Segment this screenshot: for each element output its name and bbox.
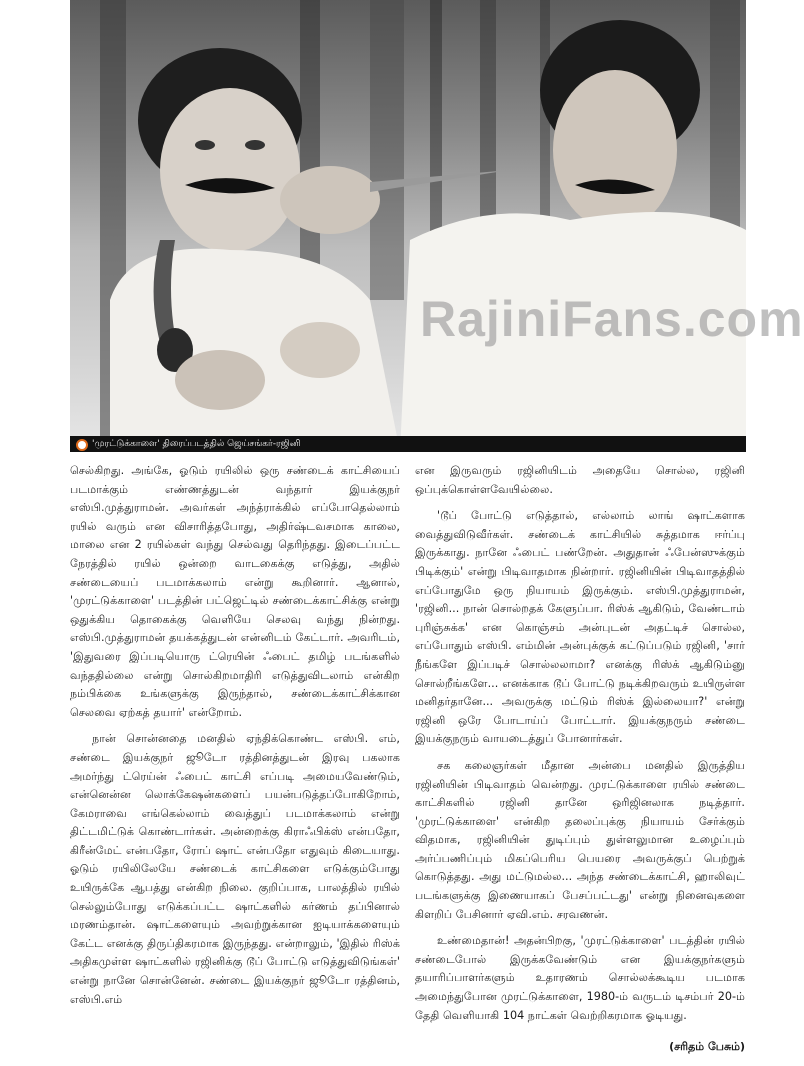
watermark-text: RajiniFans.com	[420, 291, 804, 347]
film-still-photo	[70, 0, 804, 452]
photo-caption-text: 'முரட்டுக்காளை' திரைப்படத்தில் ஜெய்சங்கர்-ரஜினி	[92, 439, 301, 449]
photo-illustration	[70, 0, 746, 452]
article-paragraph: சக கலைஞர்கள் மீதான அன்பை மனதில் இருத்திய ரஜினியின் பிடிவாதம் வென்றது. முரட்டுக்காளை ரயில் சண்டை காட்சிகளில் ரஜினி தானே ஒரிஜினலாக நடித்தார். 'முரட்டுக்காளை' என்கிற தலைப்புக்கு நியாயம் சேர்க்கும் விதமாக, ரஜினியின் துடிப்பும் துள்ளலுமான உழைப்பும் அர்ப்பணிப்பும் மிகப்பெரிய பெயரை அவருக்குப் பெற்றுக் கொடுத்தது. அது மட்டுமல்ல... அந்த சண்டைக்காட்சி, ஹாலிவுட் படங்களுக்கு இணையாகப் பேசப்பட்டது' என்று நினைவுகளை கிளறிப் பேசினார் ஏவி.எம். சரவணன்.	[415, 758, 745, 921]
photo-caption	[70, 436, 746, 452]
article-paragraph: என இருவரும் ரஜினியிடம் அதையே சொல்ல, ரஜினி ஒப்புக்கொள்ளவேயில்லை.	[415, 464, 745, 496]
article-paragraph: நான் சொன்னதை மனதில் ஏந்திக்கொண்ட எஸ்பி. எம், சண்டை இயக்குநர் ஜூடோ ரத்தினத்துடன் இரவு பகலாக அமர்ந்து ட்ரெய்ன் ஃபைட் காட்சி எப்படி அமையவேண்டும், என்னென்ன லொக்கேஷன்களைப் பயன்படுத்தப்போகிறோம், கேமராவை எங்கெல்லாம் வைத்துப் படமாக்கலாம் என்று திட்டமிட்டுக் கொண்டார்கள். அன்றைக்கு கிராஃபிக்ஸ் என்பதோ, கிரீன்மேட் என்பதோ, ரோப் ஷாட் என்பதோ எதுவும் கிடையாது. ஓடும் ரயிலிலேயே சண்டைக் காட்சிகளை எடுக்கும்போது உயிருக்கே ஆபத்து என்கிற நிலை. குறிப்பாக, பாலத்தில் ரயில் செல்லும்போது எடுக்கப்பட்ட ஷாட்களில் கர்ணம் தப்பினால் மரணம்தான். ஷாட்களையும் அவற்றுக்கான ஐடியாக்களையும் கேட்ட எனக்கு திருப்திகரமாக இருந்தது. என்றாலும், 'இதில் ரிஸ்க் அதிகமுள்ள ஷாட்களில் ரஜினிக்கு டூப் போட்டு எடுத்துவிடுங்கள்' என்று நானே சொன்னேன். சண்டை இயக்குநர் ஜூடோ ரத்தினம், எஸ்பி.எம்	[70, 732, 400, 1006]
article-right-column	[415, 462, 745, 1033]
article-left-column	[70, 462, 400, 1017]
article-paragraph: 'டூப் போட்டு எடுத்தால், எல்லாம் லாங் ஷாட்களாக வைத்துவிடுவீர்கள். சண்டைக் காட்சியில் சுத்தமாக ஈர்ப்பு இருக்காது. நானே ஃபைட் பண்றேன். அதுதான் ஃபேன்ஸுக்கும் பிடிக்கும்' என்று பிடிவாதமாக நின்றார். ரஜினியின் பிடிவாதத்தில் எப்போதுமே ஒரு நியாயம் இருக்கும். எஸ்பி.முத்துராமன், 'ரஜினி... நான் சொல்றதக் கேளுப்பா. ரிஸ்க் ஆகிடும், வேண்டாம் புரிஞ்சுக்க' என கொஞ்சம் அன்புடன் அதட்டிச் சொல்ல, எப்போதும் எஸ்பி. எம்மின் அன்புக்குக் கட்டுப்படும் ரஜினி, 'சார் நீங்களே இப்படிச் சொல்லலாமா? எனக்கு ரிஸ்க் ஆகிடும்னு சொல்றீங்களே... எனக்காக டூப் போட்டு நடிக்கிறவரும் உயிருள்ள மனிதர்தானே... அவருக்கு மட்டும் ரிஸ்க் இல்லையா?' என்று ரஜினி ஒரே போடாய்ப் போட்டார். இயக்குநரும் சண்டை இயக்குநரும் வாயடைத்துப் போனார்கள்.	[415, 509, 745, 746]
series-continuation-note: (சரிதம் பேசும்)	[669, 1040, 745, 1053]
article-paragraph: உண்மைதான்! அதன்பிறகு, 'முரட்டுக்காளை' படத்தின் ரயில் சண்டைபோல் இருக்கவேண்டும் என இயக்குநர்களும் தயாரிப்பாளர்களும் உதாரணம் சொல்லக்கூடிய படமாக அமைந்துபோன முரட்டுக்காளை, 1980-ம் வருடம் டிசம்பர் 20-ம் தேதி வெளியாகி 104 நாட்கள் வெற்றிகரமாக ஓடியது.	[415, 934, 745, 1022]
caption-bullet-icon	[76, 439, 88, 451]
article-paragraph: செல்கிறது. அங்கே, ஓடும் ரயிலில் ஒரு சண்டைக் காட்சியைப் படமாக்கும் எண்ணத்துடன் வந்தார் இயக்குநர் எஸ்பி.முத்துராமன். அவர்கள் அந்த்ராக்கில் எப்போதெல்லாம் ரயில் வரும் என விசாரித்தபோது, அதிர்ஷ்டவசமாக காலை, மாலை என 2 ரயில்கள் வந்து செல்வது தெரிந்தது. இடைப்பட்ட நேரத்தில் ரயில் ஒன்றை வாடகைக்கு எடுத்து, அதில் சண்டையைப் படமாக்கலாம் என்று கூறினார். ஆனால், 'முரட்டுக்காளை' படத்தின் பட்ஜெட்டில் சண்டைக்காட்சிக்கு என்று ஒதுக்கிய தொகைக்கு வெளியே செலவு வந்து நின்றது. எஸ்பி.முத்துராமன் தயக்கத்துடன் என்னிடம் கேட்டார். அவரிடம், 'இதுவரை இப்படியொரு ட்ரெயின் ஃபைட் தமிழ் படங்களில் வந்ததில்லை என்று சொல்கிறமாதிரி எடுத்துவிடலாம் என்கிற நம்பிக்கை உங்களுக்கு இருந்தால், சண்டைக்காட்சிக்கான செலவை ஏற்கத் தயார்' என்றோம்.	[70, 464, 400, 719]
